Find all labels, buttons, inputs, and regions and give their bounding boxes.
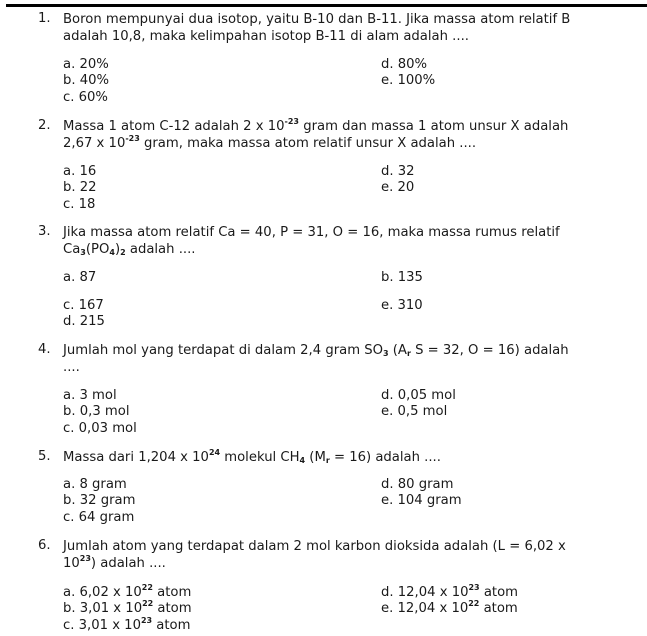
option-c[interactable]: c. 64 gram [63,510,135,525]
top-border [6,4,647,7]
option-e[interactable]: e. 0,5 mol [381,404,448,419]
option-c[interactable]: c. 18 [63,197,96,212]
option-e[interactable]: e. 310 [381,298,423,313]
option-b[interactable]: b. 3,01 x $10^{22}$ atom [63,599,192,616]
question-text: Boron mempunyai dua isotop, yaitu B-10 dan B-11. Jika massa atom relatif B adalah 10,8, maka kelimpahan isotop B-11 di alam adalah .... [63,12,571,44]
option-b[interactable]: b. 22 [63,180,97,195]
option-a[interactable]: a. 3 mol [63,388,117,403]
option-e[interactable]: e. 104 gram [381,493,462,508]
option-b[interactable]: b. 32 gram [63,493,136,508]
question-1 [40,11,600,45]
option-d[interactable]: d. 80% [381,57,428,72]
question-number: 6. [38,538,51,553]
question-number: 1. [38,11,51,26]
question-text: Jumlah atom yang terdapat dalam 2 mol karbon dioksida adalah (L = 6,02 x $10^{23}$) adalah .... [63,539,566,571]
option-a[interactable]: a. 20% [63,57,109,72]
question-6 [40,538,600,572]
question-number: 4. [38,342,51,357]
option-d[interactable]: d. 0,05 mol [381,388,456,403]
option-e[interactable]: e. 12,04 x $10^{22}$ atom [381,599,518,616]
option-d[interactable]: d. 32 [381,164,415,179]
option-b[interactable]: b. 0,3 mol [63,404,130,419]
option-c[interactable]: c. 0,03 mol [63,421,137,436]
question-text: Jumlah mol yang terdapat di dalam 2,4 gram $SO_3$ ($A_r$ S = 32, O = 16) adalah .... [63,343,569,375]
question-number: 2. [38,118,51,133]
question-2 [40,118,600,152]
option-a[interactable]: a. 16 [63,164,97,179]
option-d[interactable]: d. 12,04 x $10^{23}$ atom [381,583,518,600]
option-c[interactable]: c. 60% [63,90,108,105]
option-c[interactable]: c. 3,01 x $10^{23}$ atom [63,616,191,633]
option-d[interactable]: d. 80 gram [381,477,454,492]
option-a[interactable]: a. 8 gram [63,477,127,492]
question-text: Massa dari 1,204 x $10^{24}$ molekul $CH_4$ $(M_r = 16)$ adalah .... [63,448,441,465]
question-text: Massa 1 atom C-12 adalah 2 x $10^{-23}$ gram dan massa 1 atom unsur X adalah 2,67 x $10^{-23}$ gram, maka massa atom relatif unsur X adalah .... [63,117,569,151]
option-a[interactable]: a. 87 [63,270,97,285]
question-5 [40,449,600,466]
option-b[interactable]: b. 135 [381,270,423,285]
question-3 [40,224,600,258]
question-text: Jika massa atom relatif Ca = 40, P = 31, O = 16, maka massa rumus relatif $Ca_3(PO_4)_2$ adalah .... [63,225,560,257]
option-e[interactable]: e. 100% [381,73,436,88]
question-4 [40,342,600,376]
option-e[interactable]: e. 20 [381,180,415,195]
option-a[interactable]: a. 6,02 x $10^{22}$ atom [63,583,192,600]
question-number: 5. [38,449,51,464]
option-d[interactable]: d. 215 [63,314,105,329]
option-b[interactable]: b. 40% [63,73,110,88]
question-number: 3. [38,224,51,239]
option-c[interactable]: c. 167 [63,298,104,313]
